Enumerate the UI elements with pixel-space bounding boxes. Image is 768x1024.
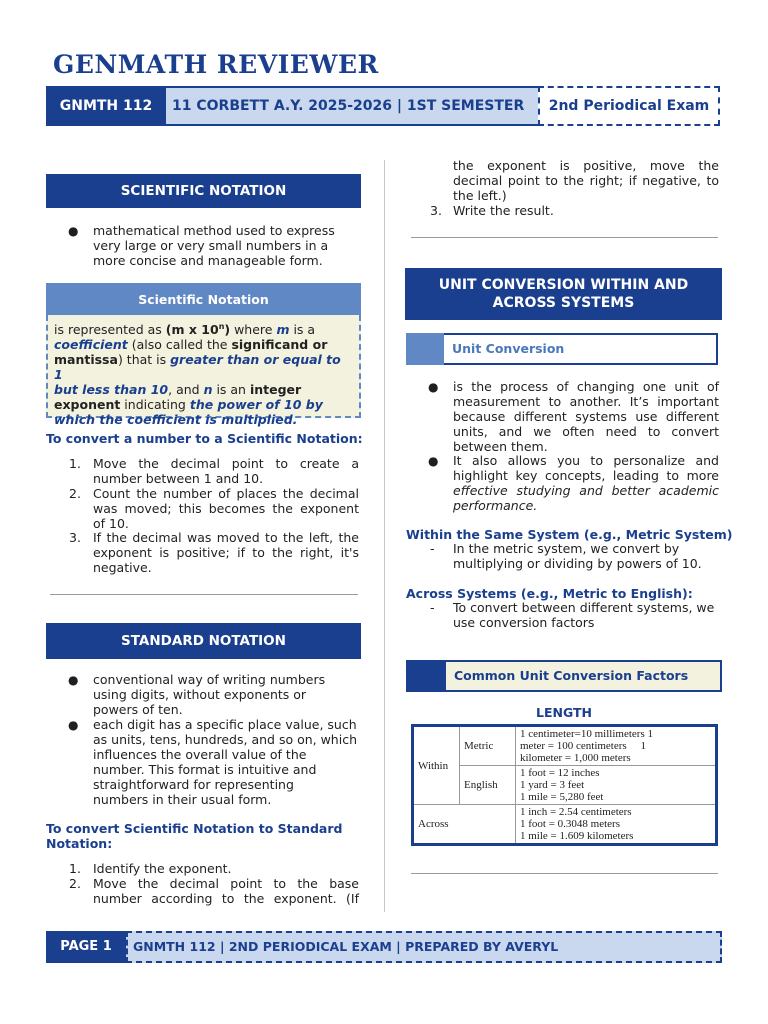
unit-conversion-tab bbox=[406, 333, 718, 365]
text-line: because different systems use different bbox=[453, 409, 719, 424]
text-line: straightforward for representing bbox=[93, 777, 294, 792]
tab-accent bbox=[406, 660, 446, 692]
tab-accent bbox=[406, 333, 444, 365]
across-systems-heading: Across Systems (e.g., Metric to English): bbox=[406, 586, 693, 601]
section-term: 11 CORBETT A.Y. 2025-2026 | 1ST SEMESTER bbox=[166, 86, 538, 126]
table-row bbox=[413, 726, 717, 766]
bullet-icon: ● bbox=[68, 718, 79, 732]
text-line: each digit has a specific place value, such bbox=[93, 717, 357, 732]
bullet-icon: ● bbox=[68, 224, 79, 238]
text-line: Move the decimal point to the base bbox=[93, 876, 359, 891]
box-text: but less than 10 bbox=[54, 382, 169, 398]
text-line: It also allows you to personalize and bbox=[453, 453, 719, 468]
std-place-value bbox=[93, 717, 361, 807]
box-text: which the coefficient is multiplied. bbox=[54, 412, 298, 428]
box-text: n bbox=[203, 382, 213, 398]
bullet-icon: ● bbox=[428, 454, 439, 468]
step-number: 2. bbox=[69, 876, 81, 891]
course-code: GNMTH 112 bbox=[46, 86, 166, 126]
sci-definition bbox=[93, 223, 358, 268]
dash-marker: - bbox=[430, 541, 435, 556]
tab-label: Unit Conversion bbox=[452, 341, 565, 356]
scientific-notation-heading: SCIENTIFIC NOTATION bbox=[46, 174, 361, 208]
text-line: more concise and manageable form. bbox=[93, 253, 323, 268]
text-line: decimal point to the right; if negative, to bbox=[453, 173, 719, 188]
box-text: is represented as bbox=[54, 322, 166, 338]
box-text: ) that is bbox=[117, 352, 171, 368]
page-footer bbox=[46, 931, 722, 963]
box-text: n bbox=[218, 322, 225, 331]
column-divider bbox=[384, 160, 385, 912]
text-line: very large or very small numbers in a bbox=[93, 238, 329, 253]
text-line: Count the number of places the decimal bbox=[93, 486, 359, 501]
box-text: mantissa bbox=[54, 352, 118, 368]
box-text: indicating bbox=[120, 397, 190, 413]
text-line: was moved; this becomes the exponent bbox=[93, 501, 359, 516]
dash-marker: - bbox=[430, 600, 435, 615]
text-line: as units, tens, hundreds, and so on, which bbox=[93, 732, 358, 747]
text-line: Move the decimal point to create a bbox=[93, 456, 359, 471]
convert-to-std-heading bbox=[46, 821, 342, 851]
convert-to-sci-heading: To convert a number to a Scientific Notation: bbox=[46, 431, 363, 446]
table-cell: Within bbox=[413, 726, 460, 805]
box-text: where bbox=[230, 322, 277, 338]
box-text: greater than or equal to 1 bbox=[54, 352, 341, 383]
box-text: exponent bbox=[54, 397, 121, 413]
text-line: multiplying or dividing by powers of 10. bbox=[453, 556, 702, 571]
text-line: If the decimal was moved to the left, the bbox=[93, 530, 359, 545]
text-line: 1 foot = 12 inches bbox=[520, 767, 600, 779]
table-cell: Across bbox=[413, 805, 516, 845]
text-line: use conversion factors bbox=[453, 615, 595, 630]
text-line: 1 mile = 1.609 kilometers bbox=[520, 830, 634, 842]
bullet-icon: ● bbox=[428, 380, 439, 394]
tab-label: Common Unit Conversion Factors bbox=[454, 668, 689, 683]
text-line: To convert between different systems, we bbox=[453, 600, 715, 615]
std-step-1: Identify the exponent. bbox=[93, 861, 232, 876]
text-line: 1 inch = 2.54 centimeters bbox=[520, 806, 632, 818]
std-step-3: Write the result. bbox=[453, 203, 554, 218]
uc-benefit bbox=[453, 453, 719, 513]
box-text: integer bbox=[249, 382, 302, 398]
text-line: conventional way of writing numbers bbox=[93, 672, 326, 687]
text-line: of 10. bbox=[93, 516, 129, 531]
text-line: 1 mile = 5,280 feet bbox=[520, 791, 604, 803]
text-line: between them. bbox=[453, 439, 548, 454]
text-line: number between 1 and 10. bbox=[93, 471, 264, 486]
table-cell: Metric bbox=[460, 726, 516, 766]
sci-step-2 bbox=[93, 486, 359, 531]
sci-box-body bbox=[46, 315, 361, 428]
std-step-2-continued bbox=[453, 158, 719, 203]
std-step-2 bbox=[93, 876, 359, 906]
unit-conversion-heading bbox=[405, 268, 722, 320]
length-title: LENGTH bbox=[536, 705, 592, 720]
footer-text: GNMTH 112 | 2ND PERIODICAL EXAM | PREPARED BY AVERYL bbox=[126, 931, 722, 963]
text-line: is the process of changing one unit of bbox=[453, 379, 719, 394]
text-line: units, and we often need to convert bbox=[453, 424, 719, 439]
table-cell bbox=[516, 805, 717, 845]
table-cell: English bbox=[460, 766, 516, 805]
text-line: meter = 100 centimeters 1 bbox=[520, 740, 646, 752]
standard-notation-heading: STANDARD NOTATION bbox=[46, 623, 361, 659]
box-text: is an bbox=[212, 382, 250, 398]
header-banner bbox=[46, 86, 720, 126]
box-text: is a bbox=[289, 322, 316, 338]
text-line: 1 centimeter=10 millimeters 1 bbox=[520, 728, 653, 740]
document-title: GENMATH REVIEWER bbox=[53, 50, 379, 79]
text-line: To convert Scientific Notation to Standard bbox=[46, 821, 343, 836]
sci-step-1 bbox=[93, 456, 359, 486]
std-definition bbox=[93, 672, 361, 717]
box-text: , and bbox=[168, 382, 204, 398]
step-number: 1. bbox=[69, 456, 81, 471]
text-line: effective studying and better academic bbox=[453, 483, 719, 498]
sci-box-title: Scientific Notation bbox=[46, 283, 361, 315]
text-line: highlight key concepts, leading to more bbox=[453, 468, 719, 483]
length-conversion-table bbox=[411, 724, 718, 846]
table-cell bbox=[516, 766, 717, 805]
text-line: ACROSS SYSTEMS bbox=[492, 295, 635, 311]
text-line: using digits, without exponents or bbox=[93, 687, 307, 702]
step-number: 1. bbox=[69, 861, 81, 876]
uc-definition bbox=[453, 379, 719, 454]
box-text: significand or bbox=[231, 337, 328, 353]
text-line: mathematical method used to express bbox=[93, 223, 335, 238]
text-line: UNIT CONVERSION WITHIN AND bbox=[438, 277, 689, 293]
exam-label: 2nd Periodical Exam bbox=[538, 86, 720, 126]
divider bbox=[411, 873, 718, 874]
table-cell bbox=[516, 726, 717, 766]
text-line: Notation: bbox=[46, 836, 113, 851]
text-line: number according to the exponent. (If bbox=[93, 891, 359, 906]
text-line: In the metric system, we convert by bbox=[453, 541, 680, 556]
table-row bbox=[413, 805, 717, 845]
text-line: kilometer = 1,000 meters bbox=[520, 752, 631, 764]
text-line: performance. bbox=[453, 498, 538, 513]
box-text: ) bbox=[224, 322, 231, 338]
box-text: the power of 10 by bbox=[189, 397, 323, 413]
text-line: negative. bbox=[93, 560, 152, 575]
box-text: (also called the bbox=[127, 337, 232, 353]
text-line: influences the overall value of the bbox=[93, 747, 307, 762]
across-systems-text bbox=[453, 600, 719, 630]
box-text: m bbox=[276, 322, 290, 338]
sci-step-3 bbox=[93, 530, 359, 575]
text-line: the exponent is positive, move the bbox=[453, 158, 719, 173]
text-line: 1 yard = 3 feet bbox=[520, 779, 585, 791]
bullet-icon: ● bbox=[68, 673, 79, 687]
text-line: exponent is positive; if to the right, it's bbox=[93, 545, 359, 560]
conversion-factors-tab bbox=[406, 660, 722, 692]
text-line: number. This format is intuitive and bbox=[93, 762, 317, 777]
text-line: measurement to another. It’s important bbox=[453, 394, 719, 409]
within-system-heading: Within the Same System (e.g., Metric System) bbox=[406, 527, 733, 542]
step-number: 3. bbox=[69, 530, 81, 545]
box-text: (m x 10 bbox=[165, 322, 219, 338]
text-line: powers of ten. bbox=[93, 702, 183, 717]
text-line: numbers in their usual form. bbox=[93, 792, 272, 807]
text-line: the left.) bbox=[453, 188, 507, 203]
page-number: PAGE 1 bbox=[46, 931, 126, 963]
step-number: 3. bbox=[430, 203, 442, 218]
text-line: 1 foot = 0.3048 meters bbox=[520, 818, 620, 830]
box-text: coefficient bbox=[54, 337, 128, 353]
divider bbox=[50, 594, 358, 595]
step-number: 2. bbox=[69, 486, 81, 501]
divider bbox=[411, 237, 718, 238]
within-system-text bbox=[453, 541, 719, 571]
